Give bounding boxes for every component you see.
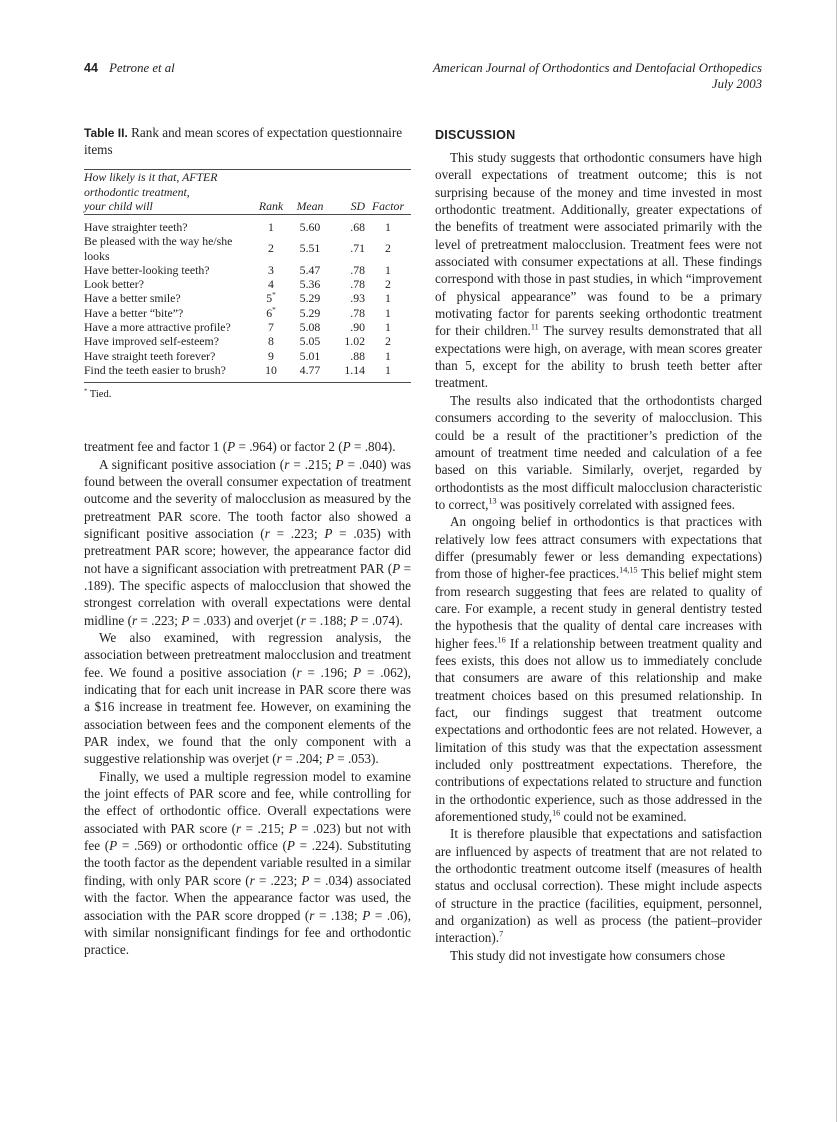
paragraph: The results also indicated that the orthodontists charged consumers according to the severity of malocclusion. This could be a result of the practitioner’s prediction of the amount of treatment time needed and calculation of a fee based on this variable. Similarly, overjet, regarded by orthodontists as the most difficult malocclusion characteristic to correct,$^{13}$ was positively correlated with assigned fees. bbox=[435, 392, 762, 512]
running-head-right bbox=[433, 60, 762, 92]
factor-cell: 1 bbox=[385, 348, 391, 363]
item-cell: Have better-looking teeth? bbox=[84, 262, 210, 277]
sd-cell: .68 bbox=[350, 219, 365, 234]
factor-cell: 1 bbox=[385, 291, 391, 306]
sd-cell: .88 bbox=[350, 348, 365, 363]
mean-cell: 5.05 bbox=[299, 334, 321, 349]
rank-cell: 1 bbox=[268, 219, 274, 234]
mean-cell: 4.77 bbox=[299, 362, 321, 377]
table-row bbox=[84, 214, 411, 234]
rank-cell: 6* bbox=[266, 304, 276, 320]
paragraph: treatment fee and factor 1 (P = .964) or factor 2 (P = .804). bbox=[84, 439, 396, 455]
paragraph: A significant positive association (r = .215; P = .040) was found between the overall consumer expectation of treatment outcome and the severity of malocclusion as measured by the pretreatment PAR score. The tooth factor also showed a significant positive association (r = .223; P = .035) with pretreatment PAR score; however, the appearance factor did not have a significant association with pretreatment PAR (P = .189). The specific aspects of malocclusion that showed the strongest correlation with overall expectations were dental midline (r = .223; P = .033) and overjet (r = .188; P = .074). bbox=[84, 456, 412, 628]
rank-cell: 9 bbox=[268, 348, 274, 363]
stub-line-3: your child will bbox=[84, 199, 153, 214]
page-number: 44 bbox=[84, 61, 98, 75]
factor-cell: 1 bbox=[385, 219, 391, 234]
mean-cell: 5.51 bbox=[299, 241, 321, 256]
mean-cell: 5.29 bbox=[299, 291, 321, 306]
factor-cell: 1 bbox=[385, 320, 391, 335]
running-head-left bbox=[84, 60, 175, 76]
table-caption-text: Rank and mean scores of expectation questionnaire items bbox=[84, 125, 403, 157]
item-cell: Find the teeth easier to brush? bbox=[84, 362, 226, 377]
running-head bbox=[84, 60, 762, 92]
item-cell: Have straight teeth forever? bbox=[84, 348, 216, 363]
scan-edge-artifact bbox=[836, 0, 837, 1122]
factor-cell: 2 bbox=[385, 334, 391, 349]
factor-cell: 1 bbox=[385, 362, 391, 377]
table-label: Table II. bbox=[84, 126, 128, 140]
table-row bbox=[84, 263, 411, 277]
mean-cell: 5.08 bbox=[299, 320, 321, 335]
table-row bbox=[84, 334, 411, 348]
paragraph: It is therefore plausible that expectations and satisfaction are influenced by aspects of treatment that are not related to the orthodontic treatment outcome itself (measures of health status and occlusal correction). These might include aspects of structure in the practice (facilities, equipment, personnel, and organization) as well as process (the patient–provider interaction).$^7$ bbox=[435, 826, 762, 946]
journal-name: American Journal of Orthodontics and Dentofacial Orthopedics bbox=[432, 61, 762, 75]
left-column bbox=[84, 125, 411, 964]
paragraph: This study suggests that orthodontic consumers have high overall expectations of treatment outcome; this is not surprising because of the money and time invested in most orthodontic treatment. Additionally, greater expectations of the benefits of treatment were associated primarily with the level of pretreatment malocclusion. Treatment fees were not associated with consumer expectations at all. These findings correspond with those in past studies, in which “improvement of physical appearance” was found to be a primary motivating factor for parents seeking orthodontic treatment for their children.$^{11}$ The survey results demonstrated that all expectations were high, on average, with mean scores greater than 5, except for the ability to brush teeth better after treatment. bbox=[435, 150, 762, 391]
item-cell: Look better? bbox=[84, 277, 144, 292]
rank-cell: 4 bbox=[268, 277, 274, 292]
table-bottom-rule bbox=[84, 382, 411, 383]
stub-line-2: orthodontic treatment, bbox=[84, 184, 190, 199]
mean-cell: 5.60 bbox=[299, 219, 321, 234]
sd-cell: .78 bbox=[350, 277, 365, 292]
table-row bbox=[84, 363, 411, 382]
sd-cell: 1.02 bbox=[344, 334, 365, 349]
mean-cell: 5.36 bbox=[299, 277, 321, 292]
paragraph: An ongoing belief in orthodontics is that practices with relatively low fees attract consumers with expectations that differ (presumably fewer or less demanding expectations) from those of higher-fee practices.$^{14,15}$ This belief might stem from research suggesting that fees are related to quality of care. For example, a recent study in general dentistry tested the hypothesis that the quality of dental care increases with higher fees.$^{16}$ If a relationship between treatment quality and fees exists, this does not allow us to immediately conclude that consumers are aware of this relationship and make treatment choices based on this presumed relationship. In fact, our findings suggest that treatment outcome expectations and orthodontic fees are not related. However, a limitation of this study was that the expectation assessment included only posttreatment expectations. Therefore, the contributions of expectations related to structure and function in the orthodontic experience, such as those addressed in the aforementioned study,$^{16}$ could not be examined. bbox=[435, 514, 763, 825]
sd-cell: .90 bbox=[350, 320, 365, 335]
table-caption bbox=[84, 125, 411, 158]
table-row bbox=[84, 306, 411, 320]
table-row bbox=[84, 277, 411, 291]
running-head-authors: Petrone et al bbox=[109, 61, 175, 75]
rank-cell: 2 bbox=[268, 241, 274, 256]
two-column-content bbox=[84, 125, 762, 964]
sd-cell: 1.14 bbox=[344, 362, 365, 377]
table-body bbox=[84, 214, 411, 382]
table-stub-head bbox=[84, 170, 253, 214]
mean-cell: 5.01 bbox=[299, 348, 321, 363]
table-2-block bbox=[84, 125, 411, 401]
rank-cell: 5* bbox=[266, 290, 276, 306]
paragraph: This study did not investigate how consumers chose bbox=[450, 947, 726, 963]
mean-cell: 5.29 bbox=[299, 305, 321, 320]
item-cell: Have a better smile? bbox=[84, 291, 181, 306]
table-head bbox=[84, 170, 411, 214]
col-header-sd: SD bbox=[350, 198, 365, 213]
sd-cell: .78 bbox=[350, 305, 365, 320]
col-header-mean: Mean bbox=[296, 198, 324, 213]
discussion-heading: DISCUSSION bbox=[435, 128, 516, 142]
table-row bbox=[84, 234, 411, 263]
factor-cell: 2 bbox=[385, 241, 391, 256]
col-header-rank: Rank bbox=[258, 198, 284, 213]
sd-cell: .93 bbox=[350, 291, 365, 306]
stub-line-1: How likely is it that, AFTER bbox=[84, 170, 218, 185]
sd-cell: .78 bbox=[350, 262, 365, 277]
factor-cell: 2 bbox=[385, 277, 391, 292]
item-cell: Have a more attractive profile? bbox=[84, 320, 231, 335]
factor-cell: 1 bbox=[385, 305, 391, 320]
expectation-table bbox=[84, 170, 411, 382]
factor-cell: 1 bbox=[385, 262, 391, 277]
col-header-factor: Factor bbox=[371, 198, 405, 213]
rank-cell: 7 bbox=[268, 320, 274, 335]
table-row bbox=[84, 349, 411, 363]
left-column-text bbox=[84, 438, 411, 958]
journal-issue-date: July 2003 bbox=[711, 77, 762, 91]
sd-cell: .71 bbox=[350, 241, 365, 256]
mean-cell: 5.47 bbox=[299, 262, 321, 277]
table-header-row bbox=[84, 170, 411, 214]
table-row bbox=[84, 291, 411, 305]
item-cell: Have a better “bite”? bbox=[84, 305, 184, 320]
table-footnote: * Tied. bbox=[84, 387, 112, 401]
rank-cell: 3 bbox=[268, 262, 274, 277]
paragraph: We also examined, with regression analysis, the association between pretreatment malocclusion and treatment fee. We found a positive association (r = .196; P = .062), indicating that for each unit increase in PAR score there was a $16 increase in treatment fee. However, on examining the association between fees and the component elements of the PAR index, we found that the only component with a suggestive relationship was overjet (r = .204; P = .053). bbox=[84, 630, 411, 767]
paragraph: Finally, we used a multiple regression model to examine the joint effects of PAR score and fee, while controlling for the effect of orthodontic office. Overall expectations were associated with PAR score (r = .215; P = .023) but not with fee (P = .569) or orthodontic office (P = .224). Substituting the tooth factor as the dependent variable resulted in a similar finding, with only PAR score (r = .223; P = .034) associated with the factor. When the appearance factor was used, the association with the PAR score dropped (r = .138; P = .06), with similar nonsignificant findings for fee and orthodontic practice. bbox=[84, 768, 411, 958]
table-row bbox=[84, 320, 411, 334]
item-cell: Be pleased with the way he/she looks bbox=[84, 234, 233, 263]
rank-cell: 10 bbox=[265, 362, 277, 377]
item-cell: Have straighter teeth? bbox=[84, 219, 188, 234]
rank-cell: 8 bbox=[268, 334, 274, 349]
item-cell: Have improved self-esteem? bbox=[84, 334, 219, 349]
right-column bbox=[435, 125, 762, 964]
